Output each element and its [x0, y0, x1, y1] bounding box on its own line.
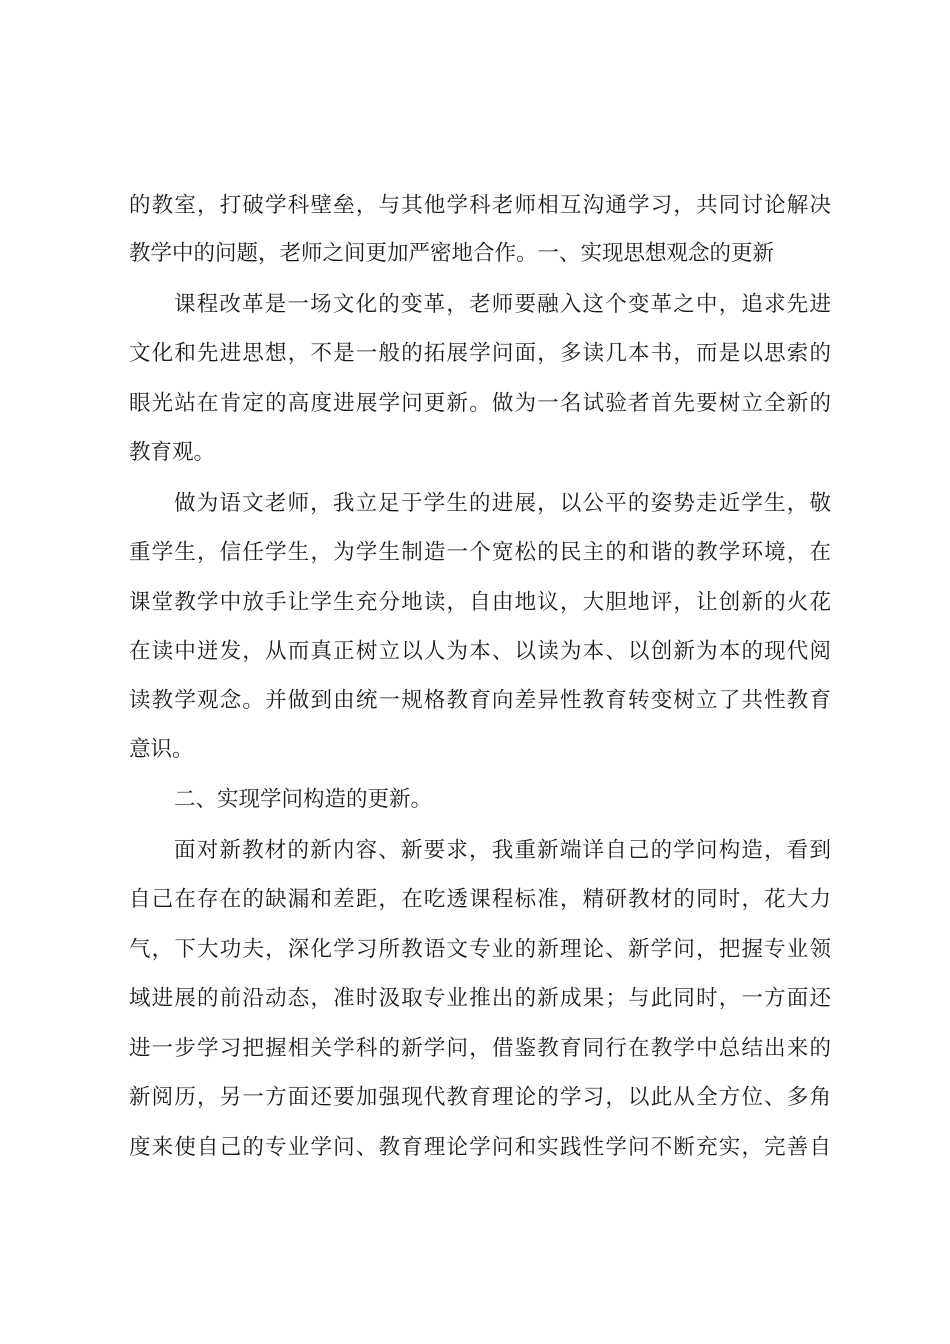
paragraph-line: 教学中的问题，老师之间更加严密地合作。一、实现思想观念的更新 — [129, 241, 775, 266]
paragraph-line: 自己在存在的缺漏和差距，在吃透课程标准，精研教材的同时，花大力 — [129, 887, 831, 912]
paragraph-line: 新阅历，另一方面还要加强现代教育理论的学习，以此从全方位、多角 — [129, 1085, 831, 1110]
paragraph-line: 气，下大功夫，深化学习所教语文专业的新理论、新学问，把握专业领 — [129, 937, 831, 962]
paragraph-line: 度来使自己的专业学问、教育理论学问和实践性学问不断充实，完善自 — [129, 1135, 831, 1160]
paragraph-line: 眼光站在肯定的高度进展学问更新。做为一名试验者首先要树立全新的 — [129, 391, 831, 416]
section-heading: 二、实现学问构造的更新。 — [174, 787, 433, 812]
paragraph-line: 域进展的前沿动态，准时汲取专业推出的新成果；与此同时，一方面还 — [129, 986, 831, 1011]
paragraph-line: 进一步学习把握相关学科的新学问，借鉴教育同行在教学中总结出来的 — [129, 1036, 831, 1061]
paragraph-line: 的教室，打破学科壁垒，与其他学科老师相互沟通学习，共同讨论解决 — [129, 193, 831, 218]
paragraph-line: 意识。 — [129, 737, 194, 762]
paragraph-line: 教育观。 — [129, 440, 216, 465]
paragraph-line: 重学生，信任学生，为学生制造一个宽松的民主的和谐的教学环境，在 — [129, 540, 831, 565]
paragraph-line: 在读中迸发，从而真正树立以人为本、以读为本、以创新为本的现代阅 — [129, 639, 831, 664]
paragraph-line: 做为语文老师，我立足于学生的进展，以公平的姿势走近学生，敬 — [174, 491, 831, 516]
paragraph-line: 面对新教材的新内容、新要求，我重新端详自己的学问构造，看到 — [174, 838, 831, 863]
paragraph-line: 读教学观念。并做到由统一规格教育向差异性教育转变树立了共性教育 — [129, 688, 831, 713]
paragraph-line: 文化和先进思想，不是一般的拓展学问面，多读几本书，而是以思索的 — [129, 341, 831, 366]
paragraph-line: 课程改革是一场文化的变革，老师要融入这个变革之中，追求先进 — [174, 292, 831, 317]
paragraph-line: 课堂教学中放手让学生充分地读，自由地议，大胆地评，让创新的火花 — [129, 590, 831, 615]
